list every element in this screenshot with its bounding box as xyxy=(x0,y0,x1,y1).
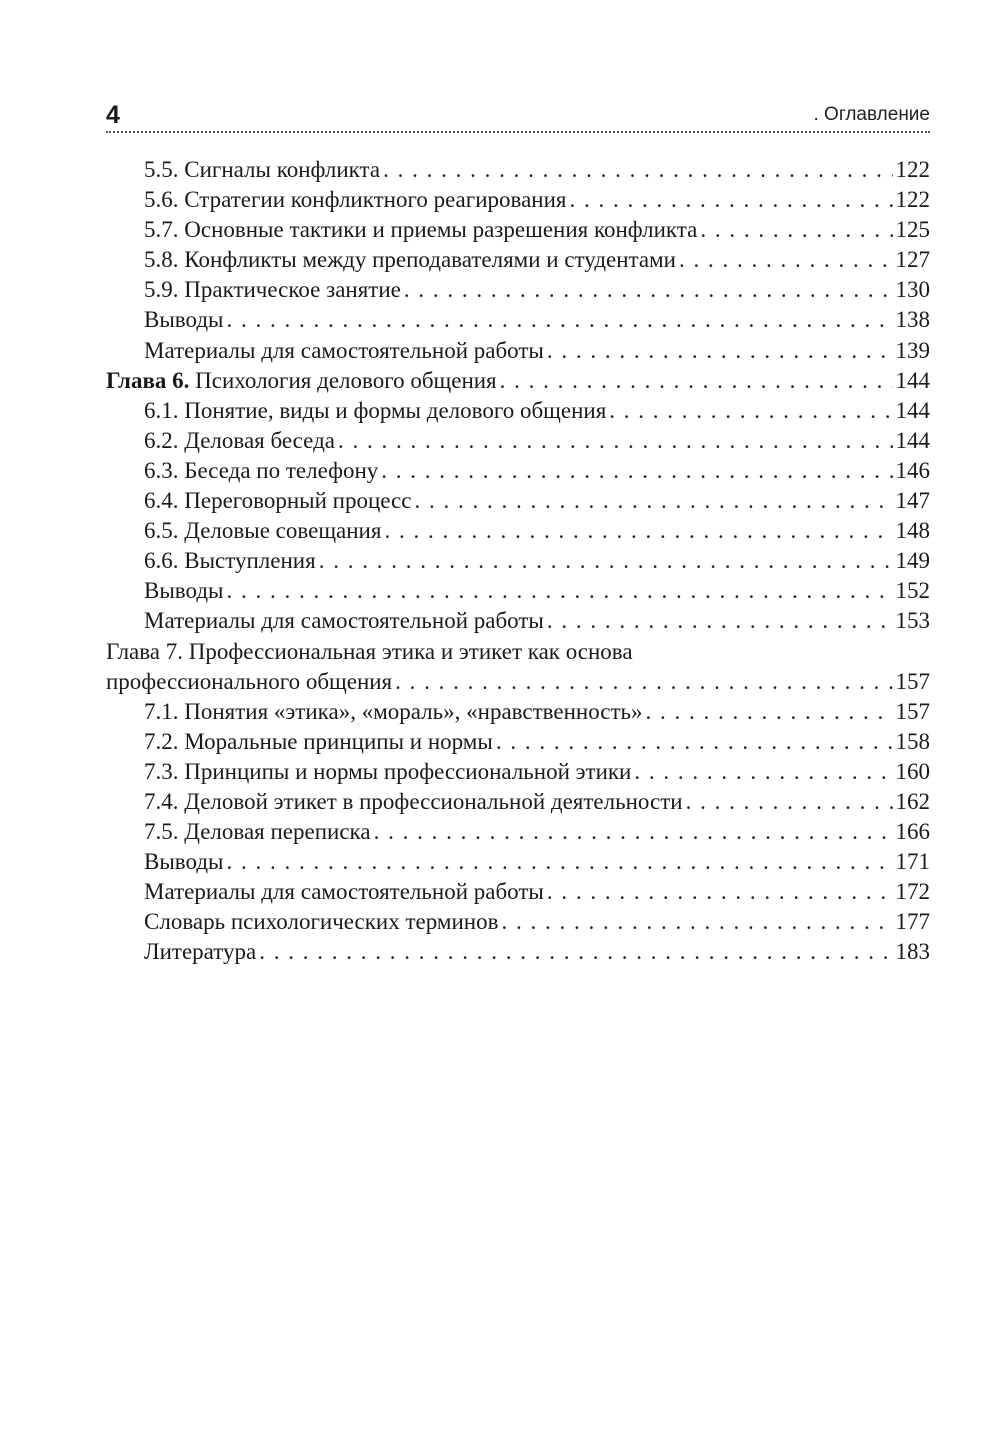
toc-entry-7-3[interactable] xyxy=(106,757,930,787)
toc-entry-title: 7.4. Деловой этикет в профессиональной деятельности xyxy=(144,788,683,814)
toc-entry-6-3[interactable] xyxy=(106,456,930,486)
dot-leader xyxy=(700,215,892,245)
toc-entry-page: 171 xyxy=(895,849,930,875)
dot-leader xyxy=(404,275,893,305)
toc-entry-title: 7.2. Моральные принципы и нормы xyxy=(144,728,493,754)
toc-entry-page: 125 xyxy=(895,217,930,243)
toc-entry-page: 130 xyxy=(895,277,930,303)
toc-entry-page: 157 xyxy=(895,698,930,724)
toc-chapter-7[interactable] xyxy=(106,637,930,697)
page-header xyxy=(106,100,930,130)
toc-entry-title: Выводы xyxy=(144,849,224,875)
toc-entry-title: 5.6. Стратегии конфликтного реагирования xyxy=(144,187,567,213)
toc-entry-ch7-materials[interactable] xyxy=(106,877,930,907)
dot-leader xyxy=(686,787,893,817)
toc-entry-title: 5.9. Практическое занятие xyxy=(144,277,401,303)
toc-entry-title: Выводы xyxy=(144,307,224,333)
toc-entry-page: 144 xyxy=(895,427,930,453)
toc-entry-ch5-materials[interactable] xyxy=(106,336,930,366)
dot-leader xyxy=(319,546,893,576)
toc-entry-title: 6.6. Выступления xyxy=(144,548,316,574)
toc-entry-page: 158 xyxy=(895,728,930,754)
header-divider xyxy=(106,131,930,133)
toc-entry-7-2[interactable] xyxy=(106,727,930,757)
dot-leader xyxy=(338,426,893,456)
toc-entry-title: 5.5. Сигналы конфликта xyxy=(144,157,381,182)
running-title: . Оглавление xyxy=(813,104,930,125)
toc-entry-title: 6.5. Деловые совещания xyxy=(144,518,382,544)
toc-entry-ch5-conclusions[interactable] xyxy=(106,305,930,335)
toc-entry-5-8[interactable] xyxy=(106,245,930,275)
toc-entry-ch7-conclusions[interactable] xyxy=(106,847,930,877)
toc-entry-page: 177 xyxy=(895,909,930,935)
toc-entry-page: 153 xyxy=(895,608,930,634)
toc-entry-5-9[interactable] xyxy=(106,275,930,305)
dot-leader xyxy=(646,697,893,727)
chapter-number: Глава 6. xyxy=(106,367,190,393)
toc-entry-page: 149 xyxy=(895,548,930,574)
toc-entry-page: 147 xyxy=(895,488,930,514)
toc-entry-6-6[interactable] xyxy=(106,546,930,576)
toc-entry-page: 160 xyxy=(895,758,930,784)
toc-entry-title: Материалы для самостоятельной работы xyxy=(144,879,544,905)
dot-leader xyxy=(384,516,892,546)
toc-entry-title: Материалы для самостоятельной работы xyxy=(144,608,544,634)
toc-entry-page: 122 xyxy=(895,157,930,182)
toc-entry-glossary[interactable] xyxy=(106,907,930,937)
dot-leader xyxy=(547,336,893,366)
toc-entry-title: 6.3. Беседа по телефону xyxy=(144,457,379,483)
toc-entry-title: 6.2. Деловая беседа xyxy=(144,427,335,453)
toc-entry-page: 152 xyxy=(895,578,930,604)
toc-chapter-title-line1 xyxy=(106,637,930,667)
toc-entry-title: Материалы для самостоятельной работы xyxy=(144,337,544,363)
dot-leader xyxy=(259,937,892,967)
toc-entry-title: 6.1. Понятие, виды и формы делового общения xyxy=(144,397,607,423)
toc-entry-title: 6.4. Переговорный процесс xyxy=(144,488,412,514)
toc-entry-6-4[interactable] xyxy=(106,486,930,516)
toc-entry-7-5[interactable] xyxy=(106,817,930,847)
dot-leader xyxy=(569,185,892,215)
toc-entry-7-1[interactable] xyxy=(106,697,930,727)
dot-leader xyxy=(609,396,892,426)
chapter-number: Глава 7. xyxy=(106,638,184,664)
toc-entry-6-1[interactable] xyxy=(106,396,930,426)
toc-entry-page: 172 xyxy=(895,879,930,905)
toc-entry-page: 122 xyxy=(895,187,930,213)
dot-leader xyxy=(679,245,893,275)
chapter-title: Психология делового общения xyxy=(189,367,497,393)
dot-leader xyxy=(500,366,893,396)
toc-entry-page: 138 xyxy=(895,307,930,333)
toc-entry-6-5[interactable] xyxy=(106,516,930,546)
dot-leader xyxy=(547,606,893,636)
chapter-title-continued: профессионального общения xyxy=(106,668,393,694)
dot-leader xyxy=(496,727,893,757)
dot-leader xyxy=(381,456,892,486)
toc-entry-page: 166 xyxy=(895,819,930,845)
toc-entry-page: 144 xyxy=(895,397,930,423)
toc-entry-ch6-materials[interactable] xyxy=(106,606,930,636)
chapter-title: Профессиональная этика и этикет как основа xyxy=(183,638,633,664)
toc-entry-title: 7.3. Принципы и нормы профессиональной этики xyxy=(144,758,632,784)
toc-entry-title: Словарь психологических терминов xyxy=(144,909,499,935)
dot-leader xyxy=(227,305,893,335)
toc-entry-title: Литература xyxy=(144,939,257,965)
toc-chapter-6[interactable] xyxy=(106,366,930,396)
toc-entry-6-2[interactable] xyxy=(106,426,930,456)
toc-entry-page: 148 xyxy=(895,518,930,544)
toc-entry-page: 144 xyxy=(895,367,930,393)
toc-entry-7-4[interactable] xyxy=(106,787,930,817)
toc-entry-title: 5.8. Конфликты между преподавателями и студентами xyxy=(144,247,676,273)
toc-entry-page: 127 xyxy=(895,247,930,273)
dot-leader xyxy=(227,576,893,606)
dot-leader xyxy=(227,847,893,877)
table-of-contents xyxy=(106,155,930,968)
toc-entry-title: 7.5. Деловая переписка xyxy=(144,819,371,845)
toc-entry-page: 139 xyxy=(895,337,930,363)
toc-entry-title: 5.7. Основные тактики и приемы разрешения конфликта xyxy=(144,217,698,243)
toc-entry-5-7[interactable] xyxy=(106,215,930,245)
toc-entry-5-5[interactable] xyxy=(106,155,930,185)
dot-leader xyxy=(414,486,892,516)
dot-leader xyxy=(383,155,892,185)
toc-entry-ch6-conclusions[interactable] xyxy=(106,576,930,606)
toc-chapter-title xyxy=(106,366,497,396)
dot-leader xyxy=(547,877,893,907)
toc-entry-5-6[interactable] xyxy=(106,185,930,215)
toc-chapter-title-line2 xyxy=(106,667,930,697)
dot-leader xyxy=(634,757,892,787)
toc-entry-page: 157 xyxy=(895,668,930,694)
dot-leader xyxy=(374,817,893,847)
toc-entry-literature[interactable] xyxy=(106,937,930,967)
toc-entry-title: Выводы xyxy=(144,578,224,604)
toc-entry-page: 162 xyxy=(895,788,930,814)
page-number: 4 xyxy=(106,101,120,129)
toc-entry-page: 183 xyxy=(895,939,930,965)
toc-entry-page: 146 xyxy=(895,457,930,483)
dot-leader xyxy=(501,907,892,937)
toc-entry-title: 7.1. Понятия «этика», «мораль», «нравственность» xyxy=(144,698,643,724)
dot-leader xyxy=(395,667,892,697)
